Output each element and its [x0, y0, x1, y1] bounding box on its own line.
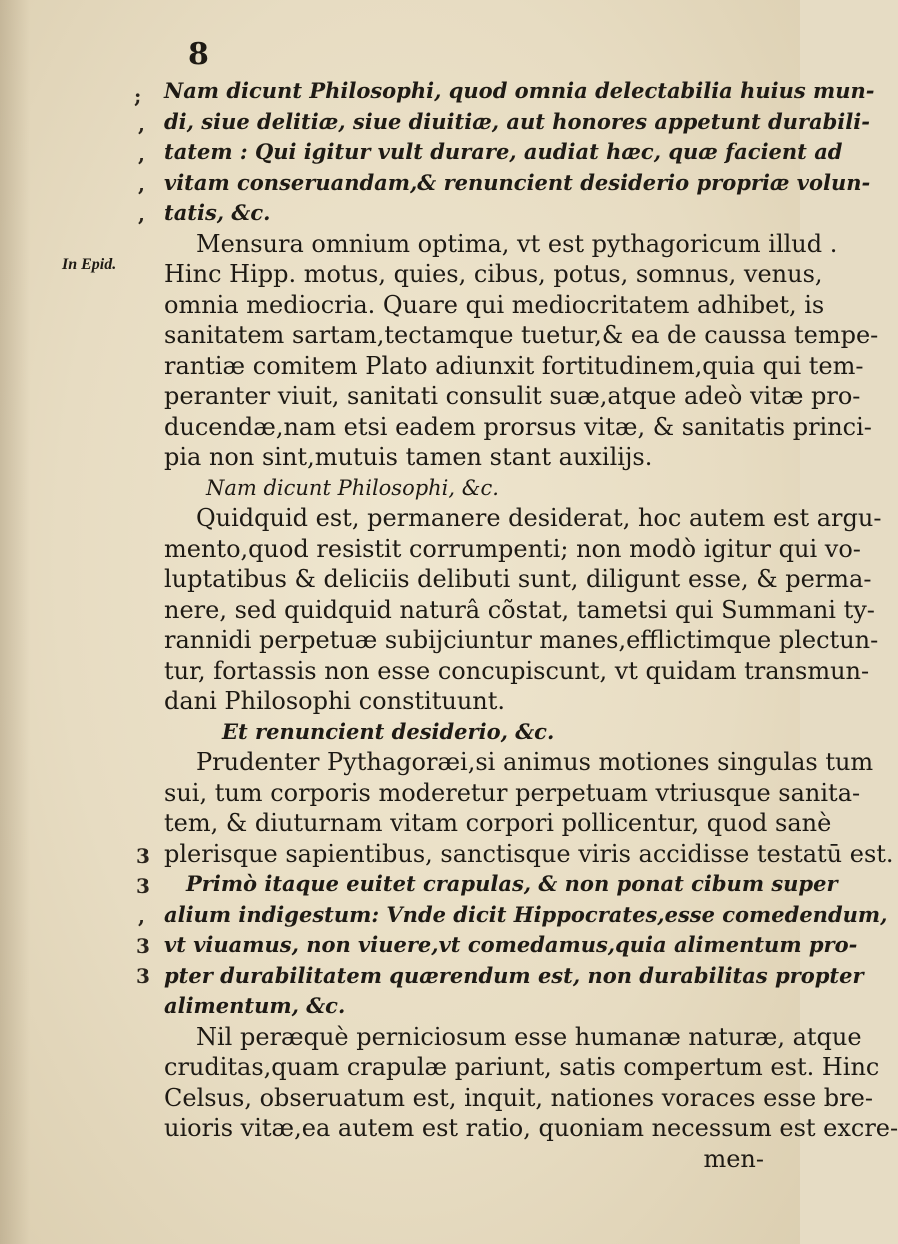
text-line: Celsus, obseruatum est, inquit, nationes voraces esse bre-: [164, 1083, 873, 1112]
text-line: rannidi perpetuæ subijciuntur manes,efflictimque plectun-: [164, 626, 879, 654]
quote-mark: ,: [138, 172, 145, 196]
text-line: tatem : Qui igitur vult durare, audiat hæc, quæ facient ad: [164, 139, 843, 164]
text-line: plerisque sapientibus, sanctisque viris accidisse testatū est.: [164, 839, 894, 868]
text-line: pia non sint,mutuis tamen stant auxilijs.: [164, 443, 653, 471]
text-line: rantiæ comitem Plato adiunxit fortitudinem,quia qui tem-: [164, 351, 864, 380]
margin-note: In Epid.: [62, 256, 117, 273]
quote-mark: 3: [136, 874, 150, 898]
text-line: pter durabilitatem quærendum est, non durabilitas propter: [164, 962, 864, 988]
section-heading: Et renuncient desiderio, &c.: [222, 718, 555, 744]
text-line: alimentum, &c.: [164, 993, 346, 1018]
catchword: men-: [703, 1144, 764, 1173]
binding-shadow: [0, 0, 30, 1244]
quote-mark: ,: [138, 142, 145, 166]
text-line: Quidquid est, permanere desiderat, hoc autem est argu-: [196, 504, 882, 532]
text-line: Mensura omnium optima, vt est pythagoricum illud .: [196, 229, 838, 258]
text-line: peranter viuit, sanitati consulit suæ,atque adeò vitæ pro-: [164, 382, 861, 410]
text-line: Prudenter Pythagoræi,si animus motiones singulas tum: [196, 748, 874, 776]
text-line: vitam conseruandam,& renuncient desiderio propriæ volun-: [164, 169, 871, 195]
quote-mark: ,: [138, 202, 145, 226]
quote-mark: 3: [136, 844, 150, 868]
text-line: ducendæ,nam etsi eadem prorsus vitæ, & sanitatis princi-: [164, 412, 872, 441]
text-line: tatis, &c.: [164, 200, 271, 225]
text-line: omnia mediocria. Quare qui mediocritatem adhibet, is: [164, 290, 825, 319]
text-line: luptatibus & deliciis delibuti sunt, diligunt esse, & perma-: [164, 565, 872, 593]
text-line: vt viuamus, non viuere,vt comedamus,quia alimentum pro-: [164, 932, 858, 957]
quote-mark: ,: [138, 904, 145, 928]
text-line: Nil peræquè perniciosum esse humanæ naturæ, atque: [196, 1022, 862, 1051]
text-line: Hinc Hipp. motus, quies, cibus, potus, somnus, venus,: [164, 260, 823, 288]
text-line: cruditas,quam crapulæ pariunt, satis compertum est. Hinc: [164, 1053, 880, 1081]
page-number: 8: [188, 37, 209, 72]
section-heading: Nam dicunt Philosophi, &c.: [206, 475, 499, 500]
main-text: [164, 76, 898, 1174]
text-line: alium indigestum: Vnde dicit Hippocrates,esse comedendum,: [164, 901, 888, 927]
text-line: dani Philosophi constituunt.: [164, 687, 506, 715]
text-line: tem, & diuturnam vitam corpori pollicentur, quod sanè: [164, 809, 832, 837]
text-line: nere, sed quidquid naturâ cõstat, tametsi qui Summani ty-: [164, 595, 875, 624]
text-line: tur, fortassis non esse concupiscunt, vt quidam transmun-: [164, 656, 870, 685]
quote-mark: ,: [138, 112, 145, 136]
text-line: sanitatem sartam,tectamque tuetur,& ea de caussa tempe-: [164, 321, 879, 349]
text-line: mento,quod resistit corrumpenti; non modò igitur qui vo-: [164, 534, 861, 563]
quote-mark: 3: [136, 934, 150, 958]
text-line: sui, tum corporis moderetur perpetuam vtriusque sanita-: [164, 778, 861, 807]
text-line: uioris vitæ,ea autem est ratio, quoniam necessum est excre-: [164, 1114, 898, 1142]
quote-mark: 3: [136, 964, 150, 988]
text-line: di, siue delitiæ, siue diuitiæ, aut honores appetunt durabili-: [164, 108, 870, 134]
quote-mark: ;: [134, 84, 142, 108]
text-line: Nam dicunt Philosophi, quod omnia delectabilia huius mun-: [164, 78, 875, 103]
text-line: Primò itaque euitet crapulas, & non ponat cibum super: [186, 871, 838, 896]
